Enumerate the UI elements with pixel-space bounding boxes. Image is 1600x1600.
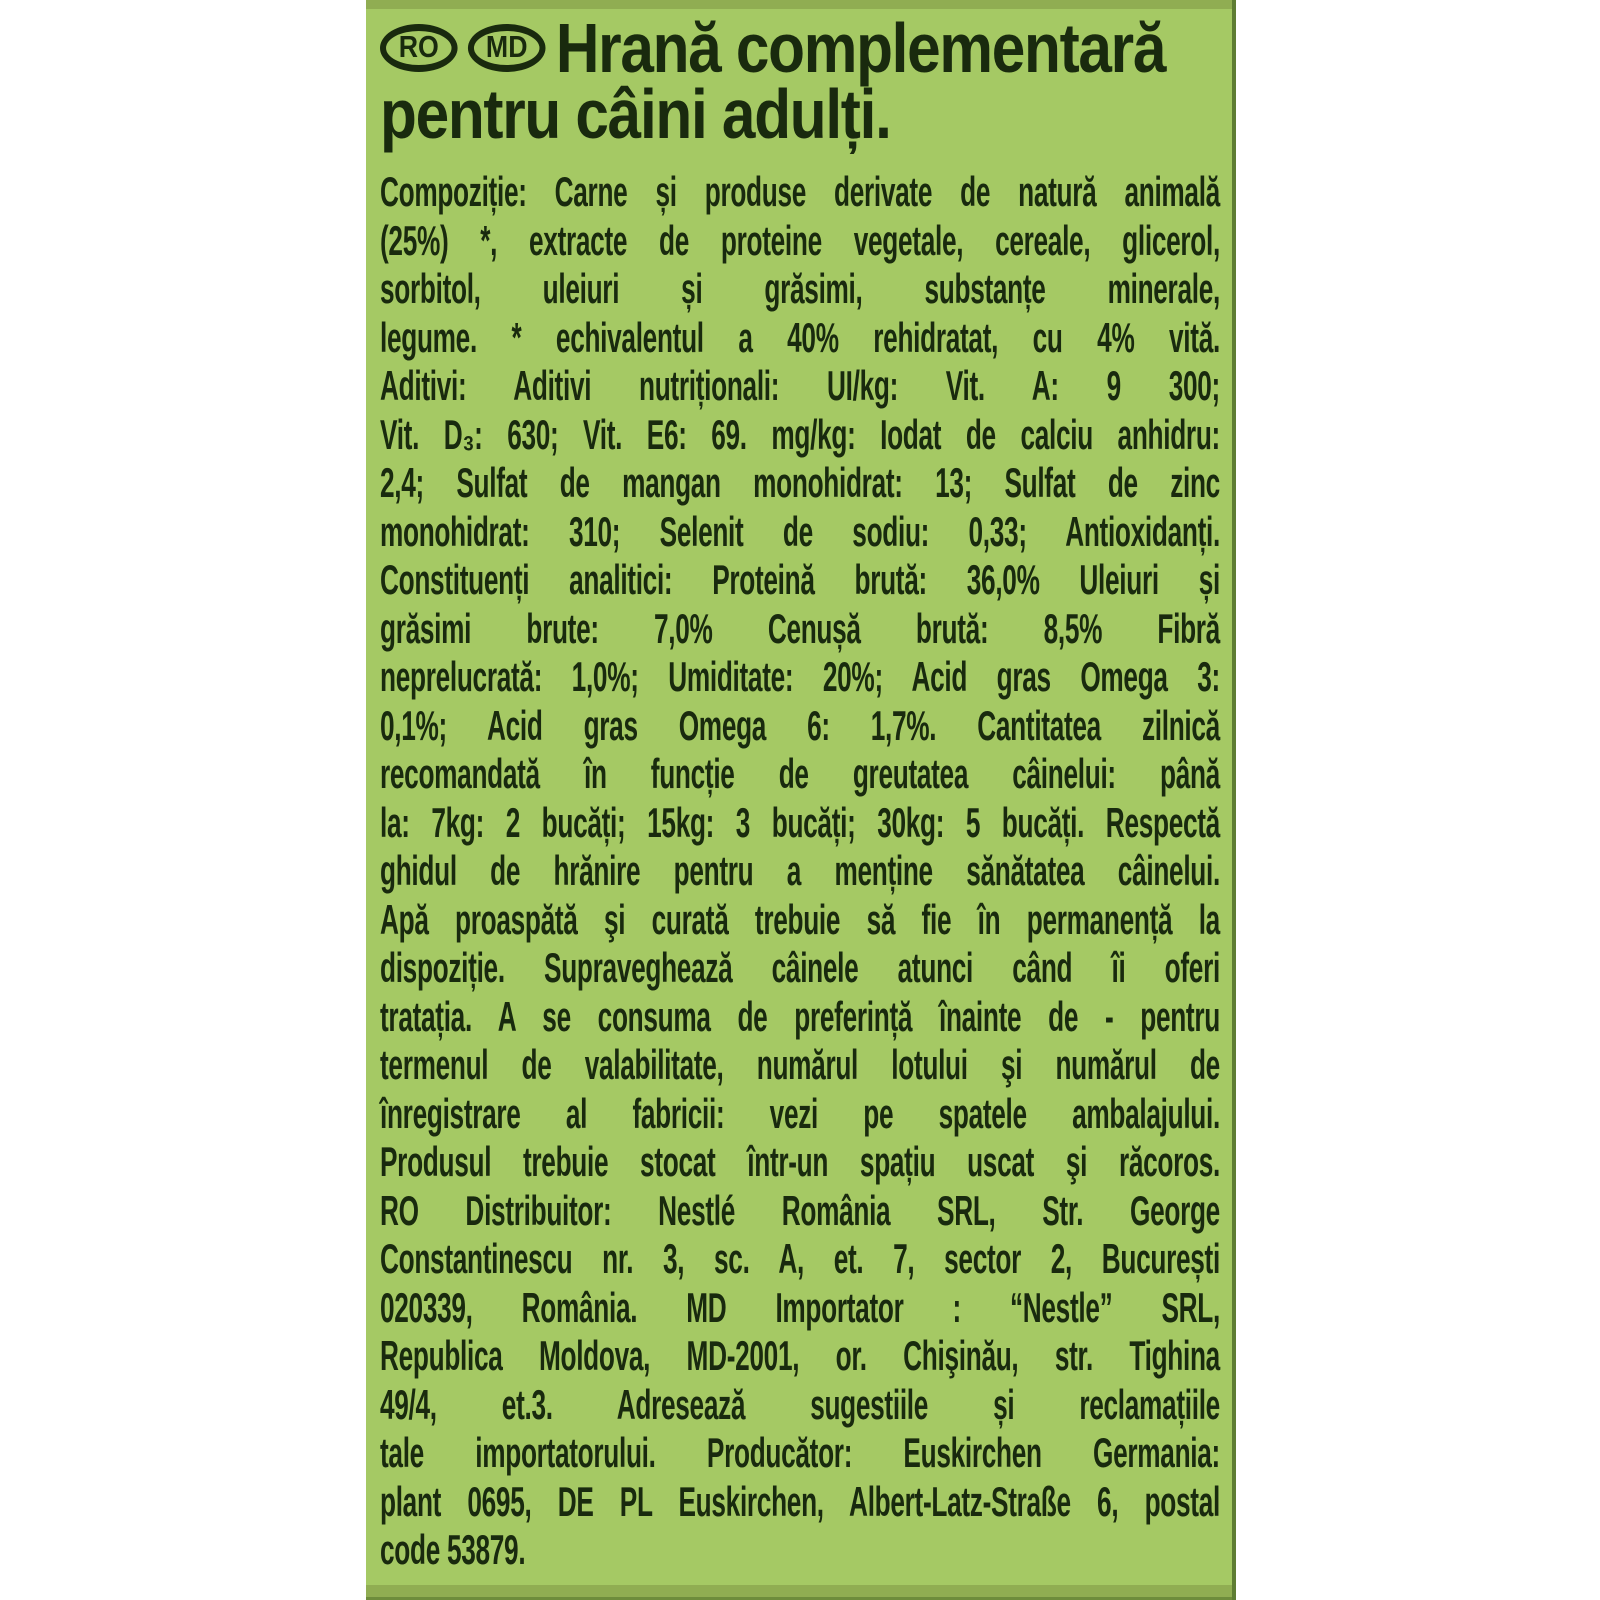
header-title-part-1: Hrană complementară <box>555 9 1166 87</box>
body-text-line: recomandată în funcție de greutatea câinelui: până <box>380 750 1220 797</box>
body-text-line: Constantinescu nr. 3, sc. A, et. 7, sector 2, București <box>380 1235 1220 1282</box>
body-text-line: code 53879. <box>380 1526 526 1573</box>
ro-badge-label: RO <box>398 29 439 64</box>
body-text-line: 2,4; Sulfat de mangan monohidrat: 13; Sulfat de zinc <box>380 459 1220 506</box>
md-country-badge <box>468 24 546 72</box>
body-text-line: grăsimi brute: 7,0% Cenușă brută: 8,5% Fibră <box>380 604 1220 652</box>
header-line-2 <box>380 75 1220 153</box>
body-text-line: 020339, România. MD Importator : “Nestle” SRL, <box>380 1283 1220 1331</box>
body-text-line: 49/4, et.3. Adresează sugestiile și reclamațiile <box>380 1380 1220 1428</box>
ro-country-badge <box>380 24 458 72</box>
body-text-line: Vit. D₃: 630; Vit. E6: 69. mg/kg: Iodat de calciu anhidru: <box>380 410 1220 458</box>
header-line-1 <box>380 9 1220 87</box>
label-body-text <box>380 168 1220 1575</box>
body-text-line: Compoziție: Carne și produse derivate de natură animală <box>380 168 1220 215</box>
body-text-line: legume. * echivalentul a 40% rehidratat, cu 4% vită. <box>380 313 1220 361</box>
label-bottom-strip <box>366 1585 1232 1600</box>
body-text-line: plant 0695, DE PL Euskirchen, Albert-Latz-Straße 6, postal <box>380 1477 1220 1525</box>
body-text-line: (25%) *, extracte de proteine vegetale, cereale, glicerol, <box>380 216 1220 264</box>
md-badge-label: MD <box>485 29 528 64</box>
body-text-line: ghidul de hrănire pentru a menține sănătatea câinelui. <box>380 847 1220 894</box>
body-text-line: Apă proaspătă şi curată trebuie să fie în permanență la <box>380 895 1220 943</box>
body-text-line: Republica Moldova, MD-2001, or. Chişinău, str. Tighina <box>380 1332 1220 1379</box>
body-text-line: RO Distribuitor: Nestlé România SRL, Str. George <box>380 1186 1220 1234</box>
label-header <box>380 0 1220 153</box>
body-text-line: 0,1%; Acid gras Omega 6: 1,7%. Cantitatea zilnică <box>380 701 1220 749</box>
product-label <box>366 0 1236 1600</box>
body-text-line: monohidrat: 310; Selenit de sodiu: 0,33; Antioxidanți. <box>380 507 1220 555</box>
body-text-line: înregistrare al fabricii: vezi pe spatele ambalajului. <box>380 1089 1220 1137</box>
body-text-line: tale importatorului. Producător: Euskirchen Germania: <box>380 1429 1220 1476</box>
body-text-line: Produsul trebuie stocat într-un spațiu uscat şi răcoros. <box>380 1138 1220 1185</box>
label-content <box>380 0 1220 1575</box>
header-title-part-2: pentru câini adulți. <box>380 75 891 153</box>
body-text-line: tratația. A se consuma de preferință înainte de - pentru <box>380 992 1220 1040</box>
body-text-line: termenul de valabilitate, numărul lotului şi numărul de <box>380 1041 1220 1088</box>
body-text-line: neprelucrată: 1,0%; Umiditate: 20%; Acid gras Omega 3: <box>380 653 1220 700</box>
body-text-line: Aditivi: Aditivi nutriționali: UI/kg: Vit. A: 9 300; <box>380 362 1220 409</box>
body-text-line: la: 7kg: 2 bucăți; 15kg: 3 bucăți; 30kg: 5 bucăți. Respectă <box>380 798 1220 846</box>
body-text-line: sorbitol, uleiuri și grăsimi, substanțe minerale, <box>380 265 1220 312</box>
body-text-line: Constituenți analitici: Proteină brută: 36,0% Uleiuri și <box>380 556 1220 603</box>
body-text-line: dispoziție. Supraveghează câinele atunci când îi oferi <box>380 944 1220 991</box>
